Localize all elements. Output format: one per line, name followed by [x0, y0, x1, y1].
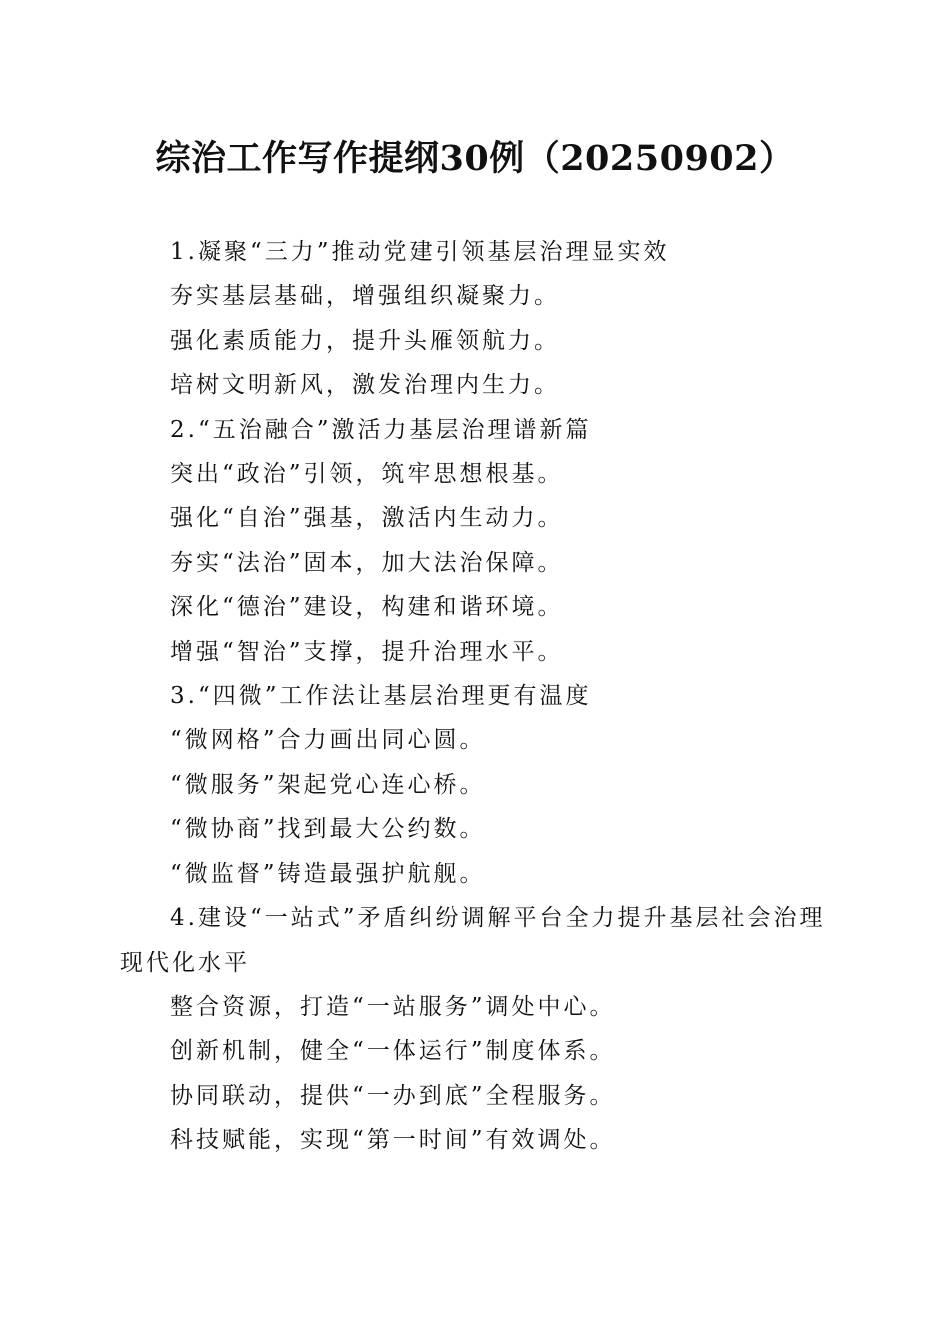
heading-3: 3.“四微”工作法让基层治理更有温度 — [170, 683, 592, 710]
point-3-2: “微服务”架起党心连心桥。 — [170, 771, 486, 798]
document-body — [120, 230, 840, 1163]
heading-1: 1.凝聚“三力”推动党建引领基层治理显实效 — [170, 239, 670, 265]
point-3-4: “微监督”铸造最强护航舰。 — [170, 860, 486, 887]
point-2-1: 突出“政治”引领，筑牢思想根基。 — [170, 461, 564, 488]
point-3-3: “微协商”找到最大公约数。 — [170, 816, 486, 843]
point-4-3: 协同联动，提供“一办到底”全程服务。 — [170, 1082, 616, 1109]
point-3-1: “微网格”合力画出同心圆。 — [170, 727, 486, 754]
heading-4: 4.建设“一站式”矛盾纠纷调解平台全力提升基层社会治理现代化水平 — [120, 905, 826, 976]
point-4-2: 创新机制，健全“一体运行”制度体系。 — [170, 1038, 616, 1065]
point-4-1: 整合资源，打造“一站服务”调处中心。 — [170, 993, 616, 1020]
point-4-4: 科技赋能，实现“第一时间”有效调处。 — [170, 1127, 616, 1154]
point-1-2: 强化素质能力，提升头雁领航力。 — [170, 327, 560, 354]
point-2-5: 增强“智治”支撑，提升治理水平。 — [170, 638, 564, 665]
point-2-3: 夯实“法治”固本，加大法治保障。 — [170, 549, 564, 576]
point-1-1: 夯实基层基础，增强组织凝聚力。 — [170, 283, 560, 310]
point-2-2: 强化“自治”强基，激活内生动力。 — [170, 505, 564, 532]
heading-2: 2.“五治融合”激活力基层治理谱新篇 — [170, 416, 592, 443]
point-2-4: 深化“德治”建设，构建和谐环境。 — [170, 594, 564, 621]
point-1-3: 培树文明新风，激发治理内生力。 — [170, 372, 560, 399]
document-title: 综治工作写作提纲30例（20250902） — [155, 138, 795, 179]
